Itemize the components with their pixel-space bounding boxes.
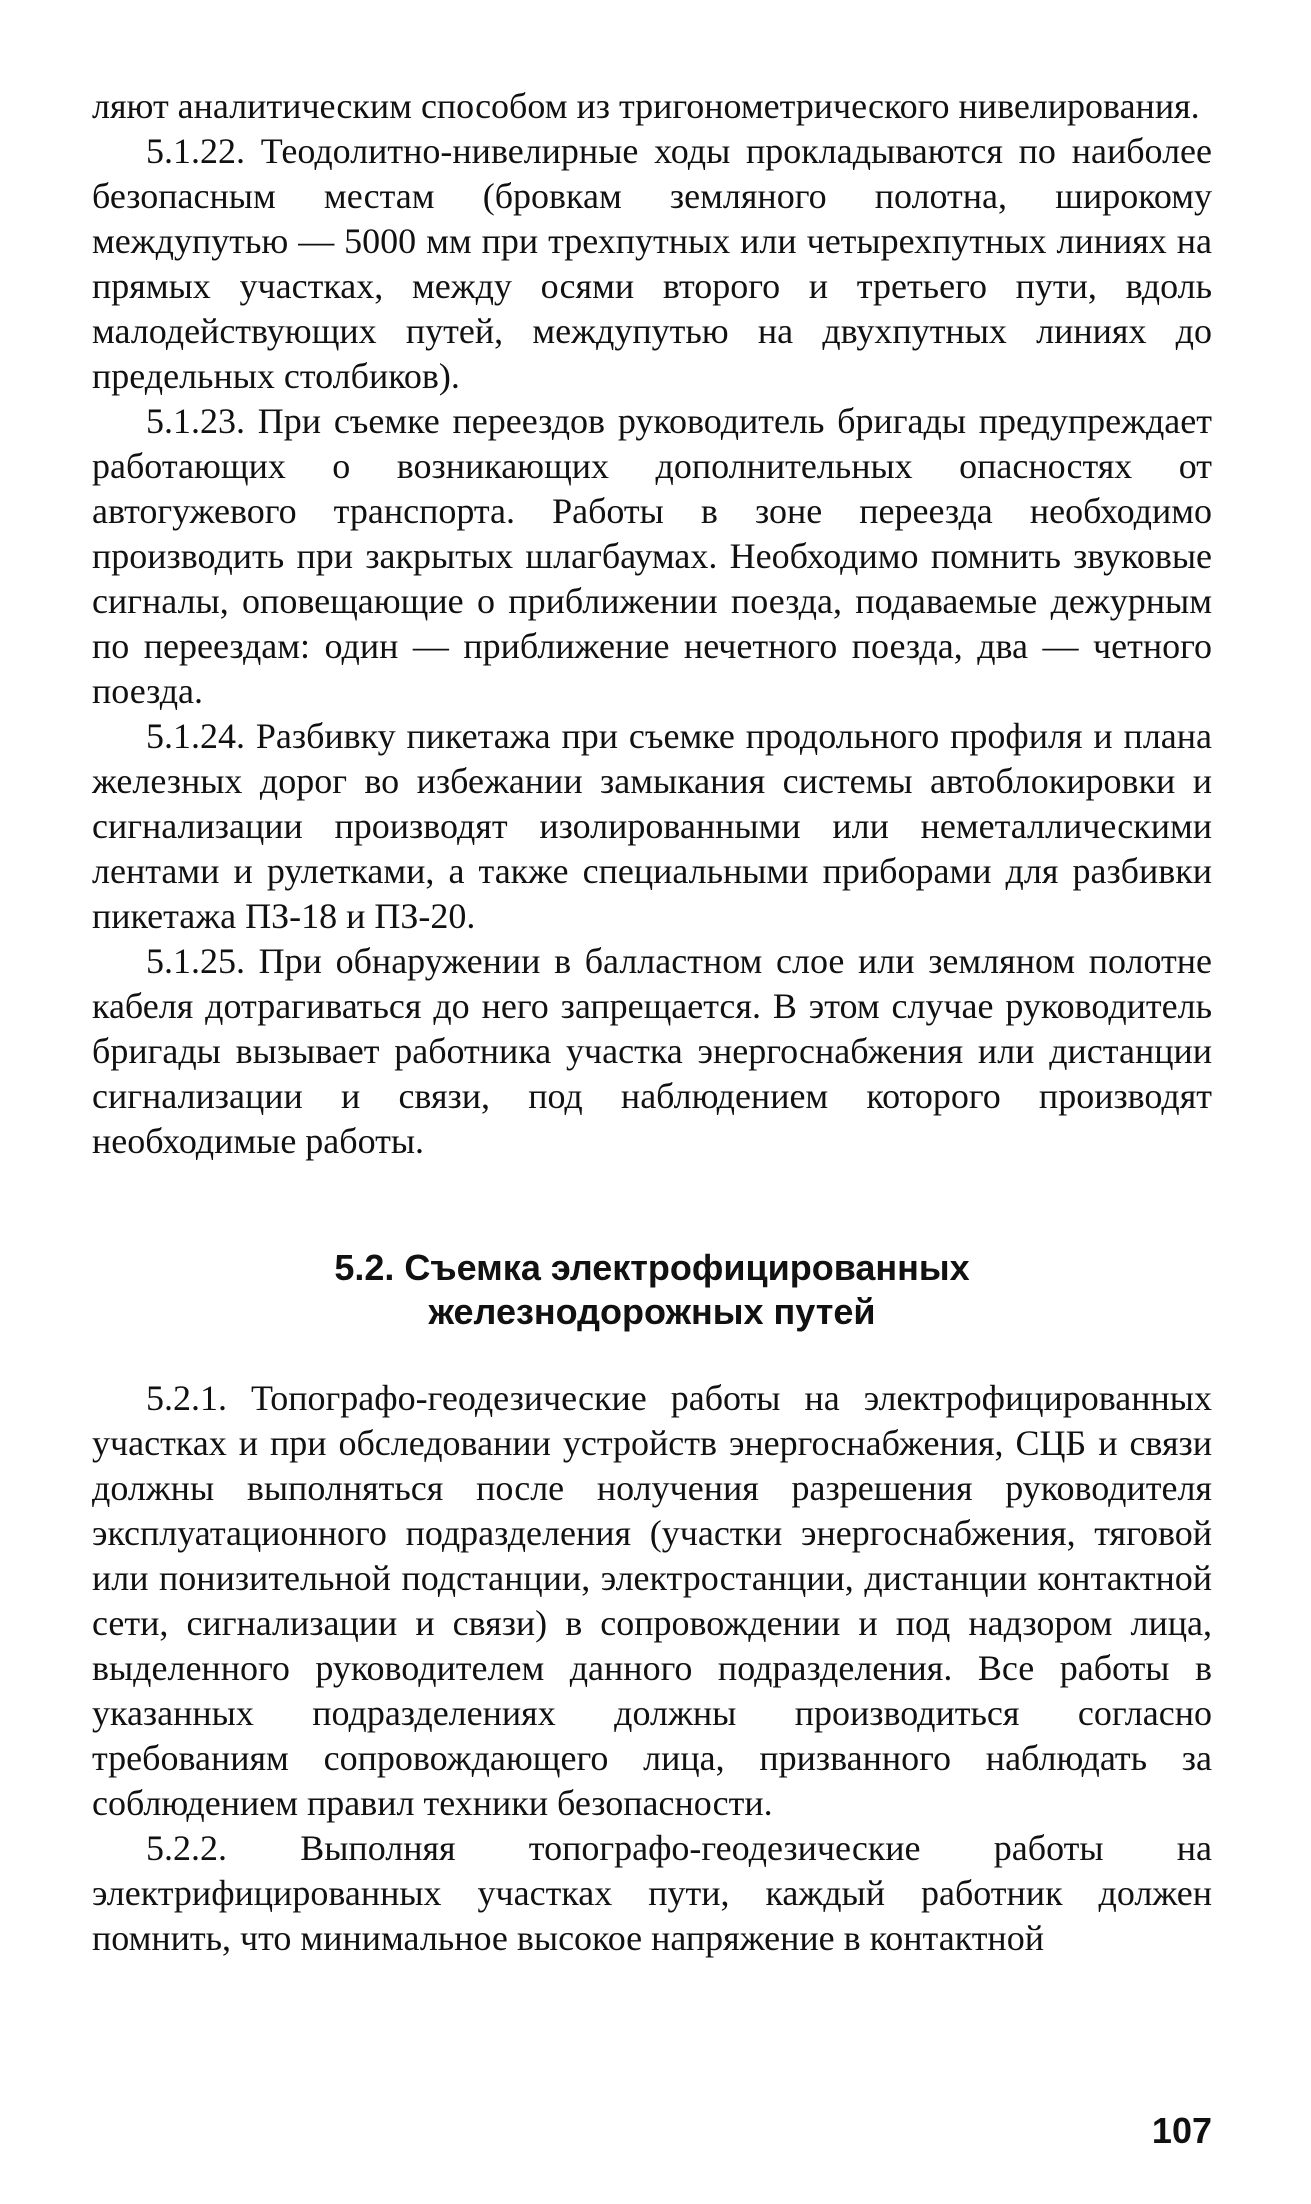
page-number: 107 — [1151, 2110, 1212, 2151]
paragraph-5-1-25: 5.1.25. При обнаружении в балластном слое или земляном полотне кабеля дотрагиваться до него запрещается. В этом случае руководитель бригады вызывает работника участка энергоснабжения или дистанции сигнализации и связи, под наблюдением которого производят необходимые работы. — [92, 941, 1212, 1161]
paragraph-5-2-1: 5.2.1. Топографо-геодезические работы на электрофицированных участках и при обследовании устройств энергоснабжения, СЦБ и связи должны выполняться после нолучения разрешения руководителя эксплуатационного подразделения (участки энергоснабжения, тяговой или понизительной подстанции, электростанции, дистанции контактной сети, сигнализации и связи) в сопровождении и под надзором лица, выделенного руководителем данного подразделения. Все работы в указанных подразделениях должны производиться согласно требованиям сопровождающего лица, призванного наблюдать за соблюдением правил техники безопасности. — [92, 1378, 1212, 1823]
paragraph-5-1-22: 5.1.22. Теодолитно-нивелирные ходы прокладываются по наиболее безопасным местам (бровкам земляного полотна, широкому междупутью — 5000 мм при трехпутных или четырехпутных линиях на прямых участках, между осями второго и третьего пути, вдоль малодействующих путей, междупутью на двухпутных линиях до предельных столбиков). — [92, 131, 1212, 396]
paragraph-continuation: ляют аналитическим способом из тригонометрического нивелирования. — [92, 86, 1200, 126]
section-heading-line-2: железнодорожных путей — [428, 1291, 876, 1332]
section-heading — [92, 1246, 1212, 1334]
paragraph-5-1-24: 5.1.24. Разбивку пикетажа при съемке продольного профиля и плана железных дорог во избежании замыкания системы автоблокировки и сигнализации производят изолированными или неметаллическими лентами и рулетками, а также специальными приборами для разбивки пикетажа ПЗ-18 и ПЗ-20. — [92, 716, 1212, 936]
document-page — [92, 84, 1212, 1961]
section-heading-line-1: 5.2. Съемка электрофицированных — [334, 1247, 970, 1288]
paragraph-5-1-23: 5.1.23. При съемке переездов руководитель бригады предупреждает работающих о возникающих дополнительных опасностях от автогужевого транспорта. Работы в зоне переезда необходимо производить при закрытых шлагбаумах. Необходимо помнить звуковые сигналы, оповещающие о приближении поезда, подаваемые дежурным по переездам: один — приближение нечетного поезда, два — четного поезда. — [92, 401, 1212, 711]
paragraph-5-2-2: 5.2.2. Выполняя топографо-геодезические работы на электрифицированных участках пути, каждый работник должен помнить, что минимальное высокое напряжение в контактной — [92, 1828, 1212, 1958]
